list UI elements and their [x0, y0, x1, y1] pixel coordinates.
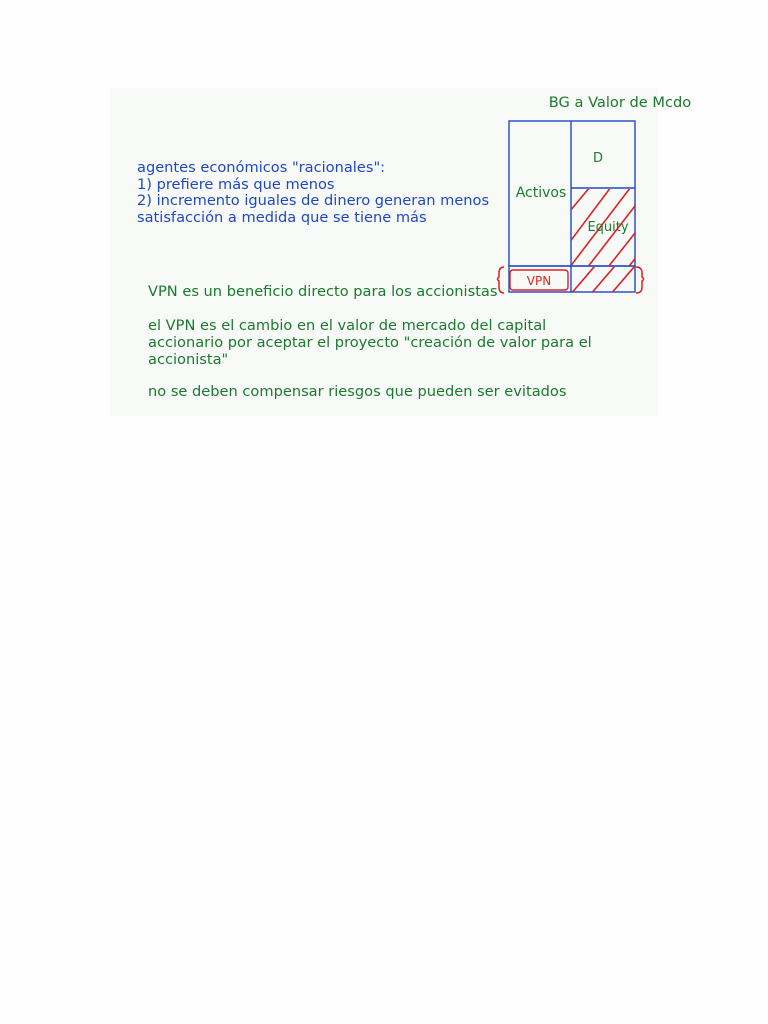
npv-benefit-text: VPN es un beneficio directo para los accionistas — [148, 283, 498, 300]
point-2-line-1: 2) incremento iguales de dinero generan menos — [137, 192, 490, 209]
npv-right-brace — [636, 267, 644, 293]
note-1 — [148, 283, 497, 300]
point-1: 1) prefiere más que menos — [137, 175, 335, 193]
note-2 — [148, 317, 592, 368]
note-3 — [148, 383, 566, 400]
point-2-line-2: satisfacción a medida que se tiene más — [137, 208, 427, 226]
equity-label: Equity — [587, 220, 629, 235]
diagram-title: BG a Valor de Mcdo — [548, 94, 692, 111]
npv-definition-line-3: accionista" — [148, 351, 229, 368]
rational-agents-heading: agentes económicos "racionales": — [137, 159, 386, 176]
npv-definition-line-1: el VPN es el cambio en el valor de mercado del capital — [148, 317, 547, 334]
npv-definition-line-2: accionario por aceptar el proyecto "creación de valor para el — [148, 334, 592, 351]
balance-sheet-diagram — [490, 94, 692, 304]
assets-label: Activos — [515, 185, 567, 201]
debt-label: D — [592, 151, 604, 166]
rational-agents-block — [137, 160, 489, 226]
npv-left-brace — [498, 267, 505, 293]
npv-label: VPN — [526, 274, 552, 288]
risk-compensation-text: no se deben compensar riesgos que pueden ser evitados — [148, 383, 567, 400]
